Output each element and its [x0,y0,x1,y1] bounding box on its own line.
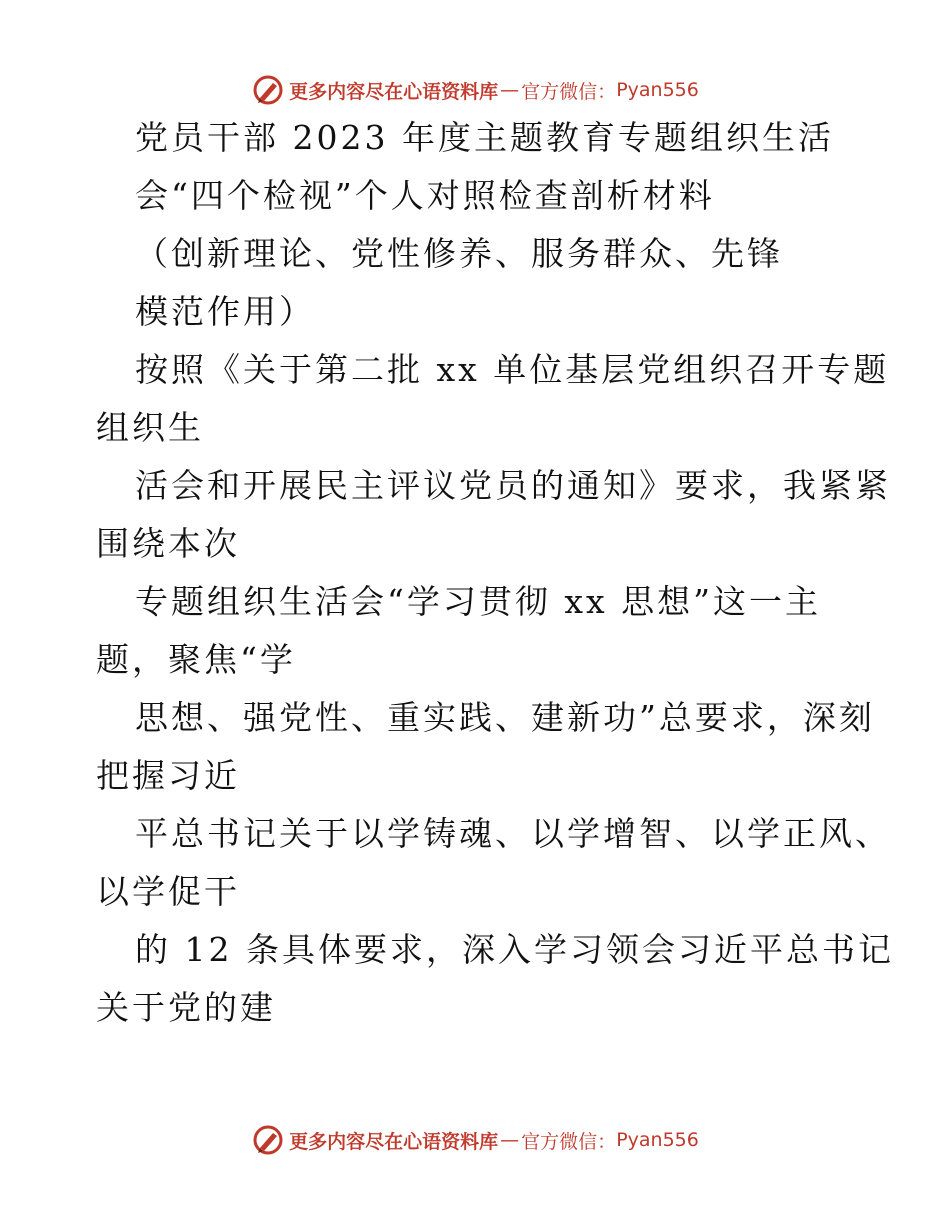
doc-line: 党员干部 2023 年度主题教育专题组织生活 [135,118,834,157]
doc-line: 围绕本次 [96,524,240,563]
doc-line: 思想、强党性、重实践、建新功”总要求，深刻 [135,698,875,737]
doc-line: 模范作用） [135,292,315,331]
doc-line: 组织生 [96,408,204,447]
doc-line: 题，聚焦“学 [96,640,296,679]
doc-line: 会“四个检视”个人对照检查剖析材料 [135,176,715,215]
doc-line: 关于党的建 [96,988,276,1027]
watermark-sub-text: 官方微信： [521,1130,617,1153]
doc-line: 专题组织生活会“学习贯彻 xx 思想”这一主 [135,582,821,621]
doc-line: 活会和开展民主评议党员的通知》要求，我紧紧 [135,466,891,505]
header-watermark [0,70,950,110]
watermark-main-text: 更多内容尽在心语资料库 [289,80,499,103]
pen-logo-icon [251,73,285,107]
doc-line: 按照《关于第二批 xx 单位基层党组织召开专题 [135,350,890,389]
watermark-wechat-id: Pyan556 [616,1129,699,1151]
pen-logo-icon [251,1123,285,1157]
footer-watermark [0,1120,950,1160]
doc-line: 的 12 条具体要求，深入学习领会习近平总书记 [135,930,894,969]
watermark-main-text: 更多内容尽在心语资料库 [289,1130,499,1153]
watermark-sub-text: 官方微信： [521,80,617,103]
watermark-separator: — [500,1129,520,1151]
doc-line: 平总书记关于以学铸魂、以学增智、以学正风、 [135,814,891,853]
doc-line: 以学促干 [96,872,240,911]
watermark-separator: — [500,79,520,101]
doc-line: 把握习近 [96,756,240,795]
doc-line: （创新理论、党性修养、服务群众、先锋 [135,234,783,273]
watermark-wechat-id: Pyan556 [616,79,699,101]
